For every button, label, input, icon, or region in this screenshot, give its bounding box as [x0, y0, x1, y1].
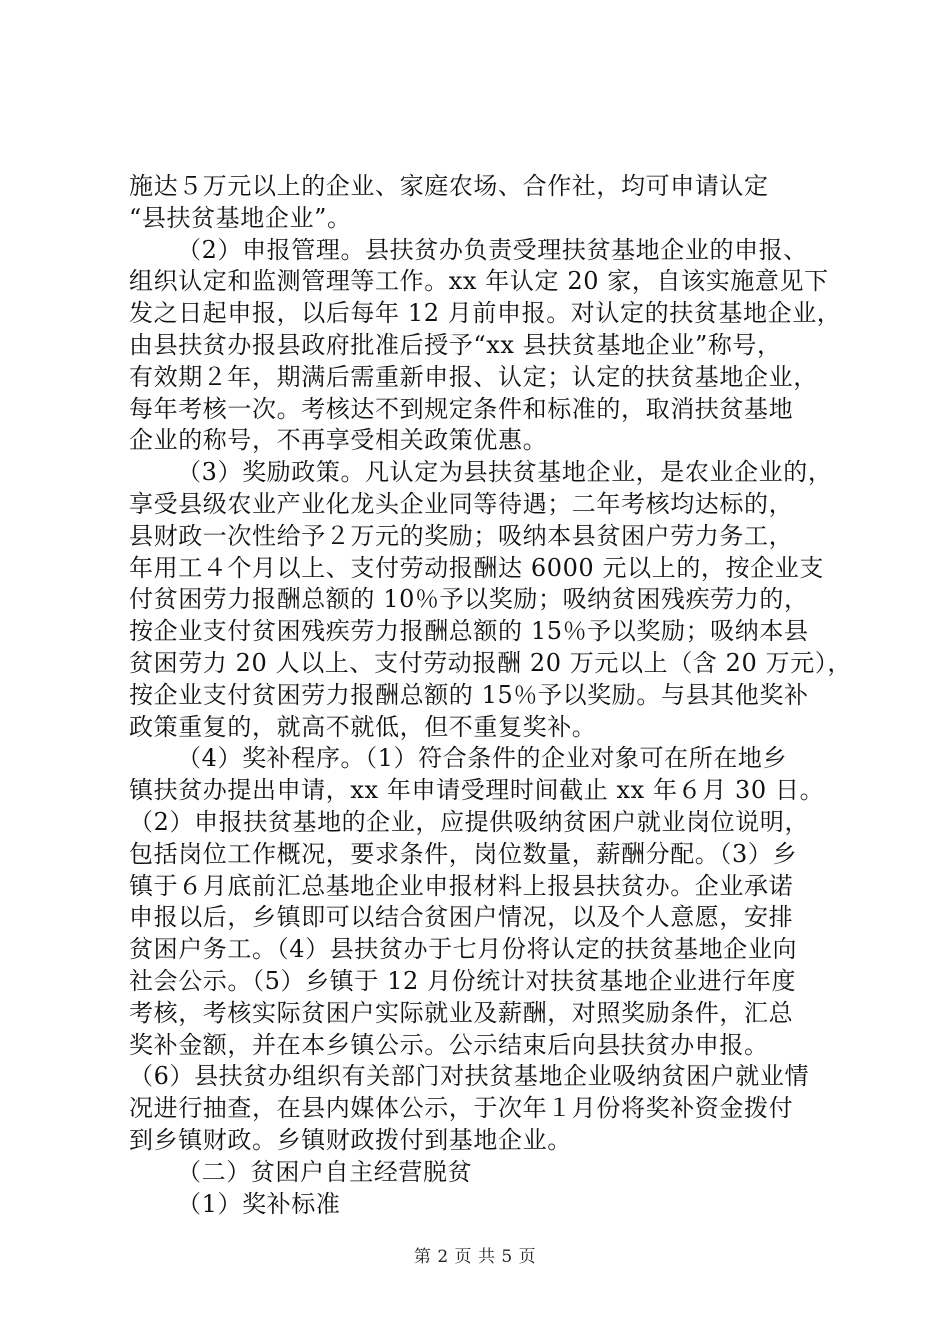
text-line: 付贫困劳力报酬总额的 10％予以奖励；吸纳贫困残疾劳力的，: [129, 585, 809, 614]
text-line: 发之日起申报，以后每年 12 月前申报。对认定的扶贫基地企业，: [129, 299, 842, 328]
text-line: 到乡镇财政。乡镇财政拨付到基地企业。: [129, 1125, 572, 1154]
paragraph-start-line: （3）奖励政策。凡认定为县扶贫基地企业，是农业企业的，: [177, 458, 833, 487]
paragraph-start-line: （4）奖补程序。（1）符合条件的企业对象可在所在地乡: [177, 744, 788, 773]
text-line: 县财政一次性给予２万元的奖励；吸纳本县贫困户劳力务工，: [129, 521, 794, 550]
text-line: 施达５万元以上的企业、家庭农场、合作社，均可申请认定: [129, 172, 769, 200]
text-line: 考核，考核实际贫困户实际就业及薪酬，对照奖励条件，汇总: [129, 998, 794, 1027]
text-line: 企业的称号，不再享受相关政策优惠。: [129, 426, 548, 455]
text-line: 贫困户务工。（4）县扶贫办于七月份将认定的扶贫基地企业向: [129, 935, 798, 964]
text-line: 贫困劳力 20 人以上、支付劳动报酬 20 万元以上（含 20 万元），: [129, 648, 852, 677]
page-number-footer: 第 2 页 共 5 页: [413, 1247, 537, 1267]
text-line: 奖补金额，并在本乡镇公示。公示结束后向县扶贫办申报。: [129, 1030, 769, 1059]
text-line: 年用工４个月以上、支付劳动报酬达 6000 元以上的，按企业支: [129, 553, 824, 582]
text-line: 有效期２年，期满后需重新申报、认定；认定的扶贫基地企业，: [129, 362, 818, 391]
text-line: 政策重复的，就高不就低，但不重复奖补。: [129, 712, 597, 741]
text-line: 申报以后，乡镇即可以结合贫困户情况，以及个人意愿，安排: [129, 903, 794, 932]
text-line: 镇扶贫办提出申请，xx 年申请受理时间截止 xx 年６月 30 日。: [129, 776, 825, 805]
text-line: 组织认定和监测管理等工作。xx 年认定 20 家，自该实施意见下: [129, 267, 829, 296]
section-heading: （二）贫困户自主经营脱贫: [177, 1157, 473, 1186]
text-line: 况进行抽查，在县内媒体公示，于次年１月份将奖补资金拨付: [129, 1094, 794, 1123]
text-line: 享受县级农业产业化龙头企业同等待遇；二年考核均达标的，: [129, 489, 794, 518]
text-line: 镇于６月底前汇总基地企业申报材料上报县扶贫办。企业承诺: [129, 871, 794, 900]
text-line: 包括岗位工作概况，要求条件，岗位数量，薪酬分配。（3）乡: [129, 839, 798, 868]
text-line: （2）申报扶贫基地的企业，应提供吸纳贫困户就业岗位说明，: [129, 807, 810, 836]
subsection-heading: （1）奖补标准: [177, 1189, 341, 1218]
text-line: 社会公示。（5）乡镇于 12 月份统计对扶贫基地企业进行年度: [129, 966, 797, 995]
text-line: 每年考核一次。考核达不到规定条件和标准的，取消扶贫基地: [129, 394, 794, 423]
paragraph-start-line: （2）申报管理。县扶贫办负责受理扶贫基地企业的申报、: [177, 235, 808, 264]
text-line: （6）县扶贫办组织有关部门对扶贫基地企业吸纳贫困户就业情: [129, 1062, 810, 1091]
document-body: [129, 171, 852, 1220]
text-line: 按企业支付贫困劳力报酬总额的 15％予以奖励。与县其他奖补: [129, 680, 809, 709]
text-line: 由县扶贫办报县政府批准后授予“xx 县扶贫基地企业”称号，: [129, 330, 782, 359]
text-line: “县扶贫基地企业”。: [129, 203, 352, 232]
text-line: 按企业支付贫困残疾劳力报酬总额的 15％予以奖励；吸纳本县: [129, 617, 809, 646]
